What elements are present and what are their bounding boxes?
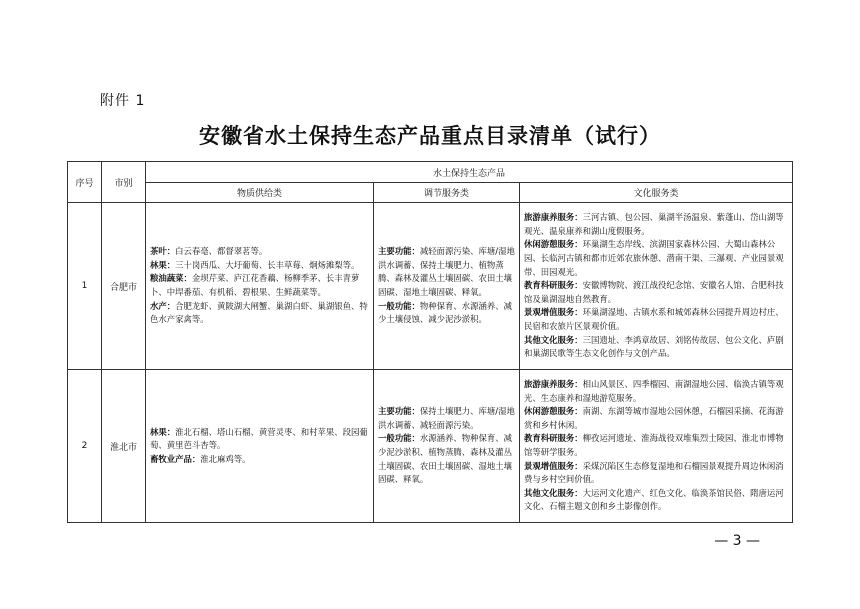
item-text: 环巢湖生态岸线、滨湖国家森林公园、大蜀山森林公园、长临河古镇和都市近郊农旅休憩、潜南干渠、三瀑观、产业园景观带、田园观光。 xyxy=(524,239,784,277)
item-text: 南湖、东湖等城市湿地公园休憩，石榴园采摘、花海游赏和乡村休闲。 xyxy=(524,406,784,430)
item-key: 主要功能： xyxy=(378,406,420,417)
item-text: 采煤沉陷区生态修复湿地和石榴园景观提升周边休闲消费与乡村空间价值。 xyxy=(524,460,784,485)
list-item xyxy=(524,432,788,459)
item-text: 淮北麻鸡等。 xyxy=(200,453,251,464)
item-key: 水产： xyxy=(150,300,176,311)
list-item xyxy=(524,405,788,432)
list-item xyxy=(378,300,515,327)
table-header-row xyxy=(68,162,793,183)
header-city: 市别 xyxy=(102,162,146,203)
table-row xyxy=(68,203,793,370)
item-text: 减轻面源污染、库塘/湿地洪水调蓄、保持土壤肥力、植物蒸腾、森林及灌丛土壤固碳、农田土壤固碳、湿地土壤固碳、释氧。 xyxy=(378,246,515,297)
list-item xyxy=(150,453,369,467)
regulation-cell xyxy=(374,203,520,370)
item-text: 安徽博物院、渡江战役纪念馆、安徽名人馆、合肥科技馆及巢湖湿地自然教育。 xyxy=(524,280,784,304)
item-key: 景观增值服务： xyxy=(524,460,583,471)
culture-cell xyxy=(520,203,793,370)
list-item xyxy=(150,245,369,259)
item-text: 柳孜运河遗址、淮海战役双堆集烈士陵园、淮北市博物馆等研学服务。 xyxy=(524,433,784,457)
list-item xyxy=(150,426,369,453)
list-item xyxy=(378,245,515,299)
list-item xyxy=(524,334,788,361)
item-key: 景观增值服务： xyxy=(524,307,583,318)
item-text: 淮北石榴、塔山石榴、黄营灵枣、和村苹果、段园葡萄、黄里芭斗杏等。 xyxy=(150,426,368,451)
item-text: 金坝芹菜、庐江花香藕、杨柳季茅、长丰青萝卜、中垾番茄、有机稻、碧根果、生鲜蔬菜等。 xyxy=(150,273,360,297)
list-item xyxy=(150,272,369,299)
item-text: 环巢湖湿地、古镇水系和城郊森林公园提升周边村庄、民宿和农旅片区景观价值。 xyxy=(524,307,784,331)
list-item xyxy=(150,300,369,327)
list-item xyxy=(524,378,788,405)
row-index: 1 xyxy=(68,203,102,370)
header-material: 物质供给类 xyxy=(146,183,374,203)
item-key: 休闲游憩服务： xyxy=(524,406,583,417)
item-key: 一般功能： xyxy=(378,433,420,444)
regulation-cell xyxy=(374,370,520,523)
item-key: 林果： xyxy=(150,259,176,270)
item-key: 休闲游憩服务： xyxy=(524,239,583,250)
list-item xyxy=(378,405,515,432)
list-item xyxy=(524,211,788,238)
row-city: 淮北市 xyxy=(102,370,146,523)
header-culture: 文化服务类 xyxy=(520,183,793,203)
list-item xyxy=(378,432,515,486)
item-key: 林果： xyxy=(150,426,176,437)
header-group: 水土保持生态产品 xyxy=(146,162,793,183)
item-text: 白云春毫、都督翠茗等。 xyxy=(175,246,268,257)
list-item xyxy=(150,259,369,273)
material-cell xyxy=(146,203,374,370)
item-key: 教育科研服务： xyxy=(524,280,583,291)
item-text: 三十岗西瓜、大圩葡萄、长丰草莓、炯炀滩梨等。 xyxy=(175,259,360,270)
list-item xyxy=(524,460,788,487)
table-row xyxy=(68,370,793,523)
item-key: 其他文化服务： xyxy=(524,334,583,345)
item-key: 旅游康养服务： xyxy=(524,379,583,390)
culture-cell xyxy=(520,370,793,523)
item-text: 保持土壤肥力、库塘/湿地洪水调蓄、减轻面源污染。 xyxy=(378,406,515,430)
catalog-table xyxy=(67,161,793,523)
page-title: 安徽省水土保持生态产品重点目录清单（试行） xyxy=(199,124,661,148)
item-key: 茶叶： xyxy=(150,246,176,257)
item-text: 合肥龙虾、黄陂湖大闸蟹、巢湖白虾、巢湖银鱼、特色水产家禽等。 xyxy=(150,300,368,325)
header-index: 序号 xyxy=(68,162,102,203)
table-subheader-row xyxy=(68,183,793,203)
item-key: 主要功能： xyxy=(378,246,420,257)
item-text: 三河古镇、包公园、巢湖半汤温泉、紫蓬山、岱山湖等观光、温泉康养和湖山度假服务。 xyxy=(524,212,784,236)
list-item xyxy=(524,279,788,306)
item-key: 旅游康养服务： xyxy=(524,212,583,223)
list-item xyxy=(524,238,788,279)
list-item xyxy=(524,306,788,333)
page-number: — 3 — xyxy=(714,533,760,549)
item-text: 物种保育、水源涵养、减少土壤侵蚀、减少泥沙淤积。 xyxy=(378,300,512,325)
item-text: 大运河文化遗产、红色文化、临涣茶馆民俗、隋唐运河文化、石榴主题文创和乡土影像创作。 xyxy=(524,487,784,512)
material-cell xyxy=(146,370,374,523)
header-regulation: 调节服务类 xyxy=(374,183,520,203)
row-index: 2 xyxy=(68,370,102,523)
item-key: 其他文化服务： xyxy=(524,487,583,498)
item-key: 畜牧业产品： xyxy=(150,453,201,464)
item-text: 水源涵养、物种保育、减少泥沙淤积、植物蒸腾、森林及灌丛土壤固碳、农田土壤固碳、湿地土壤固碳、释氧。 xyxy=(378,433,512,485)
item-text: 相山风景区、四季榴园、南湖湿地公园、临涣古镇等观光、生态康养和湿地游览服务。 xyxy=(524,379,784,403)
row-city: 合肥市 xyxy=(102,203,146,370)
item-text: 三国遗址、李鸿章故居、刘铭传故居、包公文化、庐剧和巢湖民歌等生态文化创作与文创产品。 xyxy=(524,334,784,359)
list-item xyxy=(524,487,788,514)
item-key: 粮油蔬菜： xyxy=(150,273,192,284)
attachment-label: 附件 1 xyxy=(100,93,146,109)
item-key: 教育科研服务： xyxy=(524,433,583,444)
item-key: 一般功能： xyxy=(378,300,420,311)
